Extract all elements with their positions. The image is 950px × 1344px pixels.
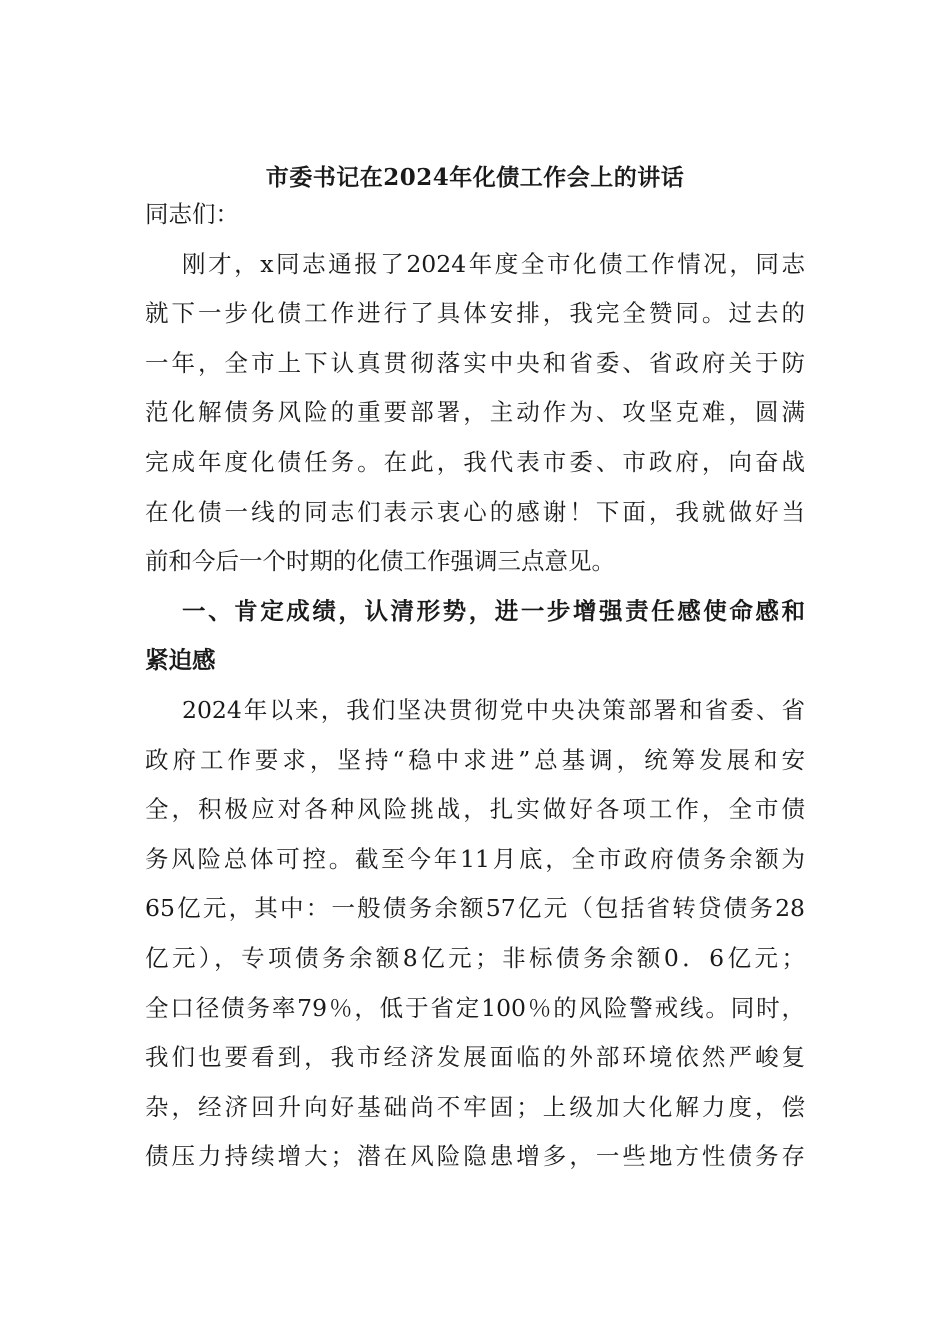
heading-line: 一、肯定成绩，认清形势，进一步增强责任感使命感和 [182, 596, 805, 625]
paragraph-line: 全口径债务率79％，低于省定100％的风险警戒线。同时， [145, 993, 805, 1022]
paragraph-line: 务风险总体可控。截至今年11月底，全市政府债务余额为 [145, 844, 805, 873]
paragraph-line: 一年，全市上下认真贯彻落实中央和省委、省政府关于防 [145, 348, 805, 377]
heading-line: 紧迫感 [145, 646, 216, 675]
paragraph-line: 刚才，x同志通报了2024年度全市化债工作情况，同志 [182, 249, 805, 278]
paragraph-line: 前和今后一个时期的化债工作强调三点意见。 [145, 547, 615, 576]
paragraph-line: 我们也要看到，我市经济发展面临的外部环境依然严峻复 [145, 1043, 805, 1072]
paragraph-line: 完成年度化债任务。在此，我代表市委、市政府，向奋战 [145, 447, 805, 476]
paragraph-line: 全，积极应对各种风险挑战，扎实做好各项工作，全市债 [145, 795, 805, 824]
paragraph-intro [145, 240, 805, 587]
paragraph-line: 杂，经济回升向好基础尚不牢固；上级加大化解力度，偿 [145, 1092, 805, 1121]
document-body [145, 190, 805, 1182]
paragraph-line: 65亿元，其中：一般债务余额57亿元（包括省转贷债务28 [145, 894, 805, 923]
paragraph-line: 在化债一线的同志们表示衷心的感谢！下面，我就做好当 [145, 497, 805, 526]
salutation: 同志们： [145, 200, 239, 228]
paragraph-line: 2024年以来，我们坚决贯彻党中央决策部署和省委、省 [182, 695, 805, 724]
paragraph-line: 债压力持续增大；潜在风险隐患增多，一些地方性债务存 [145, 1142, 805, 1171]
paragraph-line: 亿元），专项债务余额8亿元；非标债务余额0．6亿元； [145, 943, 805, 972]
paragraph-line: 范化解债务风险的重要部署，主动作为、攻坚克难，圆满 [145, 398, 805, 427]
paragraph-line: 就下一步化债工作进行了具体安排，我完全赞同。过去的 [145, 299, 805, 328]
section-heading-1 [145, 587, 805, 686]
paragraph-line: 政府工作要求，坚持“稳中求进”总基调，统筹发展和安 [145, 745, 805, 774]
document-title: 市委书记在2024年化债工作会上的讲话 [265, 164, 685, 191]
paragraph-achievements [145, 686, 805, 1182]
